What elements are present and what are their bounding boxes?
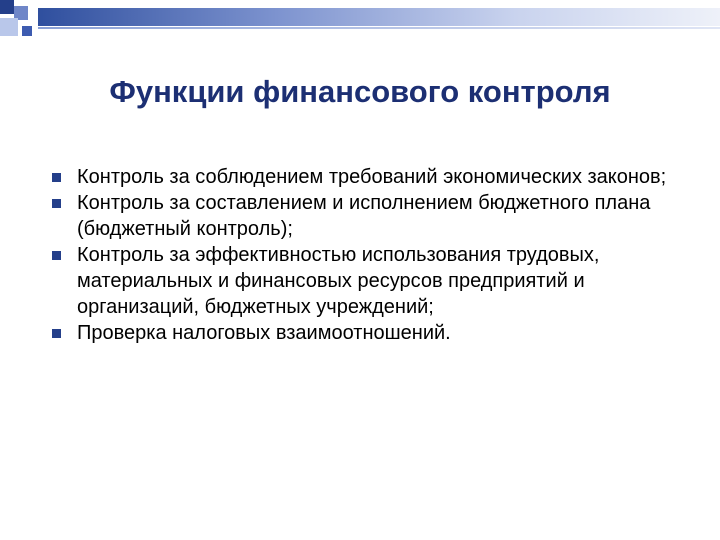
decor-square-navy [0, 0, 14, 14]
bullet-list [48, 164, 688, 346]
decor-square-light [0, 18, 18, 36]
square-bullet-icon [52, 173, 61, 182]
list-item [48, 164, 688, 190]
list-item-text: Контроль за составлением и исполнением бюджетного плана (бюджетный контроль); [77, 192, 651, 240]
list-item-text: Проверка налоговых взаимоотношений. [77, 322, 451, 344]
header-divider [38, 27, 720, 29]
square-bullet-icon [52, 329, 61, 338]
list-item [48, 320, 688, 346]
decor-square-small [22, 26, 32, 36]
list-item-text: Контроль за соблюдением требований экономических законов; [77, 166, 667, 188]
header-gradient-band [38, 8, 720, 26]
list-item-text: Контроль за эффективностью использования трудовых, материальных и финансовых ресурсов предприятий и организаций, бюджетных учреждений; [77, 244, 600, 318]
list-item [48, 190, 688, 242]
square-bullet-icon [52, 251, 61, 260]
list-item [48, 242, 688, 320]
square-bullet-icon [52, 199, 61, 208]
slide-title: Функции финансового контроля [109, 74, 611, 109]
